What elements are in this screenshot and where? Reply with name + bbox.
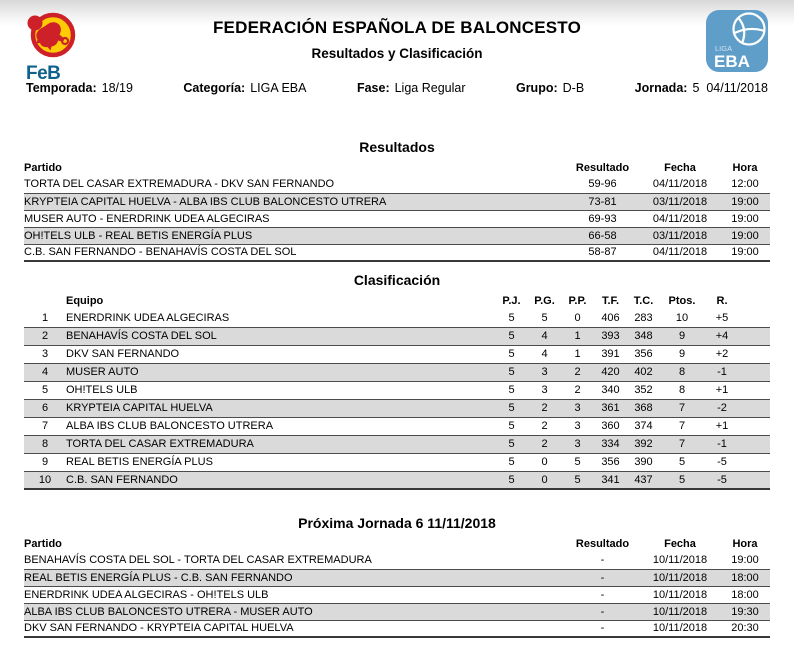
- info-grupo-label: Grupo:: [515, 81, 558, 95]
- season-info-bar: [0, 82, 794, 95]
- cell-partido: ALBA IBS CLUB BALONCESTO UTRERA - MUSER AUTO: [24, 605, 313, 618]
- cell-pj: 5: [508, 348, 515, 360]
- table-row: [24, 417, 770, 435]
- cell-ptos: 7: [678, 438, 686, 450]
- cell-resultado: -: [600, 571, 605, 584]
- info-categoria-value: LIGA EBA: [250, 81, 307, 95]
- cell-hora: 19:00: [731, 554, 759, 567]
- col-header-hora: Hora: [732, 161, 758, 174]
- cell-pg: 2: [541, 402, 548, 414]
- table-row: [24, 244, 770, 261]
- cell-tc: 402: [634, 366, 653, 378]
- cell-tf: 360: [601, 420, 620, 432]
- cell-resultado: 59-96: [588, 178, 617, 191]
- cell-partido: ENERDRINK UDEA ALGECIRAS - OH!TELS ULB: [24, 588, 269, 601]
- cell-fecha: 04/11/2018: [652, 212, 708, 225]
- cell-hora: 18:00: [731, 571, 759, 584]
- cell-pp: 3: [574, 402, 581, 414]
- cell-pj: 5: [508, 473, 515, 486]
- cell-pos: 4: [41, 366, 49, 378]
- col-header-r: R.: [716, 294, 728, 307]
- cell-tf: 406: [601, 311, 620, 324]
- cell-pp: 1: [574, 348, 581, 360]
- cell-pg: 0: [541, 456, 548, 468]
- cell-tc: 437: [634, 473, 653, 486]
- cell-tf: 361: [601, 402, 620, 414]
- col-header-pj: P.J.: [502, 294, 521, 307]
- table-row: [24, 193, 770, 210]
- cell-pos: 7: [41, 420, 49, 432]
- cell-tf: 391: [601, 348, 620, 360]
- cell-tc: 348: [634, 330, 653, 342]
- info-categoria: [183, 82, 306, 95]
- cell-fecha: 04/11/2018: [652, 246, 708, 259]
- page-title: FEDERACIÓN ESPAÑOLA DE BALONCESTO: [212, 18, 582, 37]
- cell-tc: 356: [634, 348, 653, 360]
- info-grupo-value: D-B: [562, 81, 585, 95]
- col-header-tf: T.F.: [601, 294, 620, 307]
- cell-partido: BENAHAVÍS COSTA DEL SOL - TORTA DEL CASAR EXTREMADURA: [24, 554, 372, 567]
- proxima-jornada-section: [24, 515, 770, 638]
- col-header-partido: Partido: [24, 161, 62, 174]
- cell-equipo: C.B. SAN FERNANDO: [66, 473, 178, 486]
- cell-ptos: 7: [678, 420, 686, 432]
- cell-pos: 9: [41, 456, 49, 468]
- table-row: [24, 327, 770, 345]
- cell-r: +4: [715, 330, 729, 342]
- cell-hora: 20:30: [731, 622, 759, 635]
- cell-partido: REAL BETIS ENERGÍA PLUS - C.B. SAN FERNANDO: [24, 571, 293, 584]
- cell-pj: 5: [508, 420, 515, 432]
- cell-fecha: 10/11/2018: [652, 588, 708, 601]
- col-header-pg: P.G.: [534, 294, 555, 307]
- cell-pj: 5: [508, 402, 515, 414]
- cell-resultado: -: [600, 622, 605, 635]
- table-row: [24, 176, 770, 193]
- cell-ptos: 5: [678, 456, 686, 468]
- cell-fecha: 10/11/2018: [652, 605, 708, 618]
- cell-fecha: 03/11/2018: [652, 195, 708, 208]
- clasificacion-section: [24, 272, 770, 490]
- liga-eba-logo[interactable]: [706, 10, 768, 72]
- table-row: [24, 552, 770, 569]
- proxima-jornada-table: [24, 535, 770, 638]
- col-header-equipo: Equipo: [66, 294, 104, 307]
- col-header-hora: Hora: [732, 537, 758, 550]
- table-row: [24, 435, 770, 453]
- cell-hora: 12:00: [731, 178, 759, 191]
- cell-resultado: 58-87: [588, 246, 617, 259]
- cell-fecha: 10/11/2018: [652, 571, 708, 584]
- table-row: [24, 210, 770, 227]
- eba-logo-eba-text: EBA: [714, 52, 750, 71]
- cell-pg: 2: [541, 438, 548, 450]
- resultados-header-row: [24, 159, 770, 176]
- cell-pg: 4: [541, 348, 548, 360]
- cell-pos: 10: [38, 473, 52, 486]
- table-row: [24, 603, 770, 620]
- cell-r: +1: [715, 420, 729, 432]
- table-row: [24, 471, 770, 489]
- cell-pos: 3: [41, 348, 49, 360]
- cell-pg: 5: [541, 311, 548, 324]
- cell-ptos: 5: [678, 473, 686, 486]
- cell-tf: 341: [601, 473, 620, 486]
- eba-logo-liga-text: LIGA: [715, 44, 733, 53]
- cell-pj: 5: [508, 311, 515, 324]
- cell-pg: 2: [541, 420, 548, 432]
- cell-tc: 374: [634, 420, 653, 432]
- table-row: [24, 363, 770, 381]
- col-header-ptos: Ptos.: [668, 294, 696, 307]
- col-header-resultado: Resultado: [575, 537, 630, 550]
- table-row: [24, 381, 770, 399]
- col-header-resultado: Resultado: [575, 161, 630, 174]
- cell-resultado: -: [600, 554, 605, 567]
- cell-equipo: KRYPTEIA CAPITAL HUELVA: [66, 402, 213, 414]
- cell-equipo: ENERDRINK UDEA ALGECIRAS: [66, 311, 230, 324]
- cell-resultado: -: [600, 605, 605, 618]
- col-header-partido: Partido: [24, 537, 62, 550]
- info-temporada-label: Temporada:: [26, 81, 97, 95]
- cell-equipo: MUSER AUTO: [66, 366, 139, 378]
- table-row: [24, 453, 770, 471]
- cell-tf: 340: [601, 384, 620, 396]
- info-jornada-label: Jornada:: [634, 81, 688, 95]
- cell-pp: 5: [574, 473, 581, 486]
- cell-pp: 5: [574, 456, 581, 468]
- cell-partido: C.B. SAN FERNANDO - BENAHAVÍS COSTA DEL SOL: [24, 246, 297, 259]
- cell-resultado: 66-58: [588, 229, 617, 242]
- cell-fecha: 04/11/2018: [652, 178, 708, 191]
- cell-hora: 19:30: [731, 605, 759, 618]
- info-categoria-label: Categoría:: [183, 81, 246, 95]
- resultados-table: [24, 159, 770, 262]
- cell-pp: 2: [574, 384, 581, 396]
- table-row: [24, 620, 770, 637]
- col-header-pp: P.P.: [568, 294, 587, 307]
- table-row: [24, 399, 770, 417]
- cell-hora: 19:00: [731, 195, 759, 208]
- header-titles: [0, 0, 794, 61]
- cell-pp: 3: [574, 420, 581, 432]
- cell-tf: 356: [601, 456, 620, 468]
- table-row: [24, 227, 770, 244]
- content: [24, 139, 770, 638]
- cell-pj: 5: [508, 384, 515, 396]
- table-row: [24, 345, 770, 363]
- cell-resultado: -: [600, 588, 605, 601]
- cell-ptos: 8: [678, 384, 686, 396]
- cell-fecha: 03/11/2018: [652, 229, 708, 242]
- cell-equipo: DKV SAN FERNANDO: [66, 348, 180, 360]
- page-header: [0, 0, 794, 82]
- cell-tf: 334: [601, 438, 620, 450]
- cell-pp: 0: [574, 311, 581, 324]
- cell-pp: 2: [574, 366, 581, 378]
- basketball-icon: [706, 10, 768, 72]
- cell-pg: 4: [541, 330, 548, 342]
- proxima-header-row: [24, 535, 770, 552]
- page-subtitle: Resultados y Clasificación: [311, 46, 483, 61]
- info-fase-label: Fase:: [356, 81, 390, 95]
- cell-pj: 5: [508, 456, 515, 468]
- info-fase-value: Liga Regular: [394, 81, 466, 95]
- cell-r: -1: [717, 438, 727, 450]
- cell-pp: 3: [574, 438, 581, 450]
- cell-pos: 2: [41, 330, 49, 342]
- resultados-title: Resultados: [359, 139, 435, 155]
- info-jornada: [635, 82, 768, 95]
- cell-pp: 1: [574, 330, 581, 342]
- feb-wordmark: FeB: [26, 63, 61, 84]
- clasificacion-title: Clasificación: [353, 272, 441, 288]
- cell-hora: 18:00: [731, 588, 759, 601]
- resultados-section: [24, 139, 770, 262]
- cell-pos: 5: [41, 384, 49, 396]
- cell-r: -2: [717, 402, 727, 414]
- col-header-fecha: Fecha: [664, 161, 696, 174]
- cell-partido: DKV SAN FERNANDO - KRYPTEIA CAPITAL HUELVA: [24, 622, 294, 635]
- table-row: [24, 569, 770, 586]
- cell-hora: 19:00: [731, 229, 759, 242]
- cell-tc: 368: [634, 402, 653, 414]
- cell-equipo: ALBA IBS CLUB BALONCESTO UTRERA: [66, 420, 274, 432]
- clasificacion-header-row: [24, 292, 770, 309]
- cell-ptos: 9: [678, 330, 686, 342]
- cell-pj: 5: [508, 366, 515, 378]
- cell-tc: 390: [634, 456, 653, 468]
- cell-r: +2: [715, 348, 729, 360]
- cell-fecha: 10/11/2018: [652, 622, 708, 635]
- cell-equipo: TORTA DEL CASAR EXTREMADURA: [66, 438, 254, 450]
- cell-r: -5: [717, 456, 727, 468]
- cell-r: -1: [717, 366, 727, 378]
- proxima-jornada-title: Próxima Jornada 6 11/11/2018: [298, 515, 496, 531]
- cell-equipo: OH!TELS ULB: [66, 384, 138, 396]
- cell-tc: 283: [634, 311, 653, 324]
- cell-partido: TORTA DEL CASAR EXTREMADURA - DKV SAN FERNANDO: [24, 178, 335, 191]
- cell-hora: 19:00: [731, 246, 759, 259]
- table-row: [24, 309, 770, 327]
- cell-r: +1: [715, 384, 729, 396]
- cell-partido: KRYPTEIA CAPITAL HUELVA - ALBA IBS CLUB BALONCESTO UTRERA: [24, 195, 387, 208]
- cell-pj: 5: [508, 330, 515, 342]
- cell-pos: 6: [41, 402, 49, 414]
- cell-pos: 1: [41, 311, 49, 324]
- cell-ptos: 9: [678, 348, 686, 360]
- cell-pj: 5: [508, 438, 515, 450]
- cell-pg: 0: [541, 473, 548, 486]
- clasificacion-table: [24, 292, 770, 490]
- cell-pg: 3: [541, 366, 548, 378]
- info-grupo: [516, 82, 584, 95]
- col-header-pos: [24, 292, 66, 309]
- cell-tc: 352: [634, 384, 653, 396]
- cell-tf: 393: [601, 330, 620, 342]
- cell-partido: MUSER AUTO - ENERDRINK UDEA ALGECIRAS: [24, 212, 270, 225]
- cell-ptos: 8: [678, 366, 686, 378]
- info-fase: [357, 82, 466, 95]
- col-header-tc: T.C.: [633, 294, 654, 307]
- cell-partido: OH!TELS ULB - REAL BETIS ENERGÍA PLUS: [24, 229, 253, 242]
- cell-tc: 392: [634, 438, 653, 450]
- col-header-fecha: Fecha: [664, 537, 696, 550]
- cell-equipo: BENAHAVÍS COSTA DEL SOL: [66, 330, 217, 342]
- cell-fecha: 10/11/2018: [652, 554, 708, 567]
- cell-equipo: REAL BETIS ENERGÍA PLUS: [66, 456, 213, 468]
- cell-tf: 420: [601, 366, 620, 378]
- cell-pg: 3: [541, 384, 548, 396]
- cell-ptos: 7: [678, 402, 686, 414]
- cell-pos: 8: [41, 438, 49, 450]
- cell-resultado: 73-81: [588, 195, 617, 208]
- info-temporada-value: 18/19: [101, 81, 133, 95]
- cell-resultado: 69-93: [588, 212, 617, 225]
- cell-hora: 19:00: [731, 212, 759, 225]
- cell-ptos: 10: [675, 311, 689, 324]
- info-jornada-value: 5 04/11/2018: [692, 81, 768, 95]
- cell-r: +5: [715, 311, 729, 324]
- cell-r: -5: [717, 473, 727, 486]
- table-row: [24, 586, 770, 603]
